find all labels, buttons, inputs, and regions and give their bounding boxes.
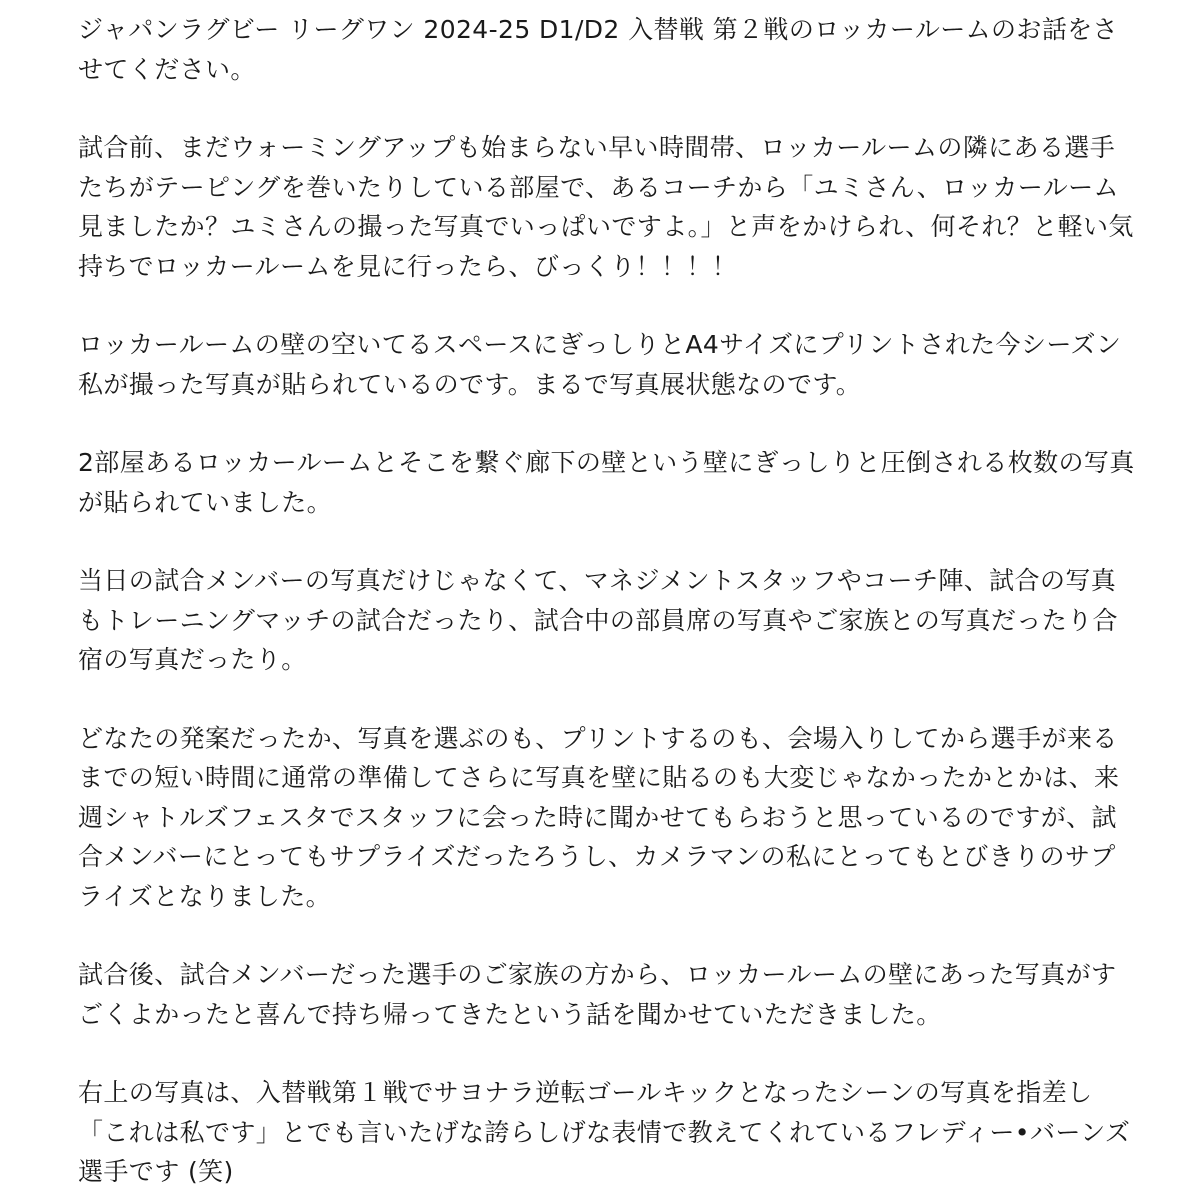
paragraph-before-match: 試合前、まだウォーミングアップも始まらない早い時間帯、ロッカールームの隣にある選手たちがテーピングを巻いたりしている部屋で、あるコーチから「ユミさん、ロッカールーム見ましたか？ユミさんの撮った写真でいっぱいですよ。」と声をかけられ、何それ？と軽い気持ちでロッカールームを見に行ったら、びっくり！！！！ — [78, 133, 1134, 281]
note-body — [78, 10, 1140, 1192]
paragraph-photo-types: 当日の試合メンバーの写真だけじゃなくて、マネジメントスタッフやコーチ陣、試合の写真もトレーニングマッチの試合だったり、試合中の部員席の写真やご家族との写真だったり合宿の写真だったり。 — [78, 566, 1118, 674]
paragraph-two-rooms: 2部屋あるロッカールームとそこを繋ぐ廊下の壁という壁にぎっしりと圧倒される枚数の写真が貼られていました。 — [78, 448, 1135, 517]
paragraph-intro: ジャパンラグビー リーグワン 2024-25 D1/D2 入替戦 第２戦のロッカールームのお話をさせてください。 — [78, 15, 1119, 84]
paragraph-after-match: 試合後、試合メンバーだった選手のご家族の方から、ロッカールームの壁にあった写真がすごくよかったと喜んで持ち帰ってきたという話を聞かせていただきました。 — [78, 960, 1117, 1029]
paragraph-wall-photos: ロッカールームの壁の空いてるスペースにぎっしりとA4サイズにプリントされた今シーズン私が撮った写真が貼られているのです。まるで写真展状態なのです。 — [78, 330, 1122, 399]
paragraph-photo-caption: 右上の写真は、入替戦第１戦でサヨナラ逆転ゴールキックとなったシーンの写真を指差し「これは私です」とでも言いたげな誇らしげな表情で教えてくれているフレディー•バーンズ選手です (笑) — [78, 1078, 1131, 1186]
paragraph-surprise: どなたの発案だったか、写真を選ぶのも、プリントするのも、会場入りしてから選手が来るまでの短い時間に通常の準備してさらに写真を壁に貼るのも大変じゃなかったかとかは、来週シャトルズフェスタでスタッフに会った時に聞かせてもらおうと思っているのですが、試合メンバーにとってもサプライズだったろうし、カメラマンの私にとってもとびきりのサプライズとなりました。 — [78, 723, 1120, 911]
